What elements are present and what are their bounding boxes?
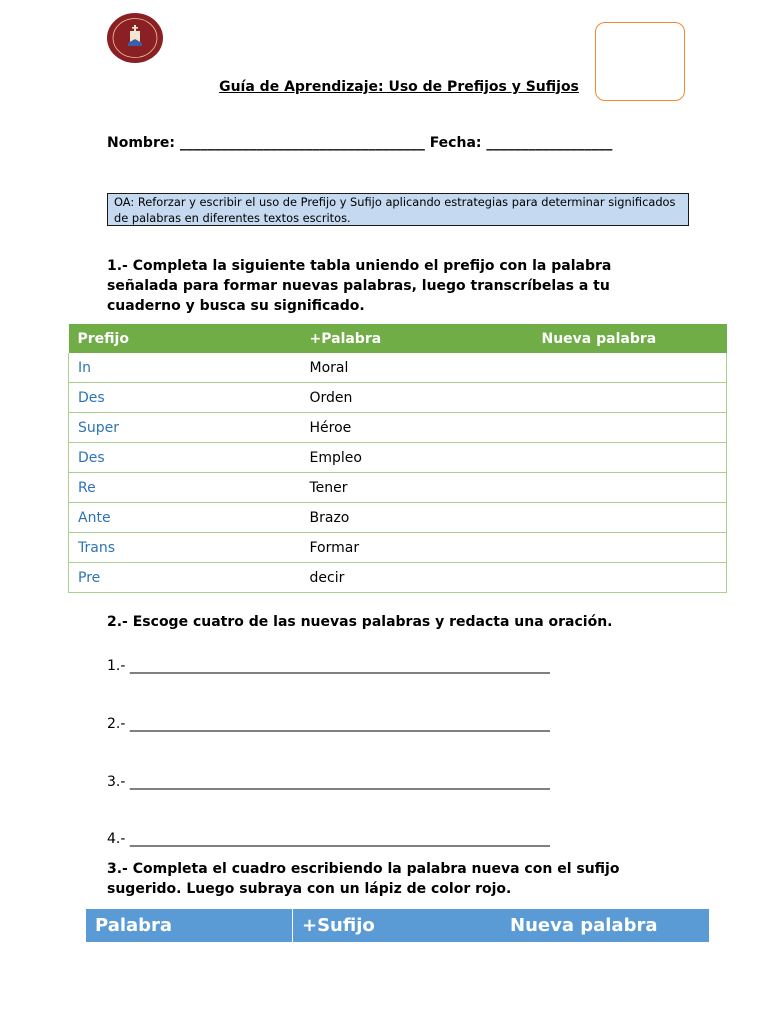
table-header-row [69,324,727,353]
new-word-cell[interactable] [533,473,727,503]
name-date-line: Nombre: ___________________________________ Fecha: __________________ [107,135,613,151]
school-logo [106,12,164,64]
word-cell: Orden [301,383,533,413]
prefix-cell: Des [69,383,301,413]
table-row [69,473,727,503]
new-word-cell[interactable] [533,503,727,533]
table-row [69,503,727,533]
word-cell: Empleo [301,443,533,473]
new-word-cell[interactable] [533,563,727,593]
table-row [69,383,727,413]
question-3: 3.- Completa el cuadro escribiendo la palabra nueva con el sufijo sugerido. Luego subraya con un lápiz de color rojo. [107,861,620,897]
word-cell: Moral [301,353,533,383]
answer-line-1[interactable]: 1.- ____________________________________________________________ [107,658,550,674]
table-row [69,443,727,473]
new-word-cell[interactable] [533,443,727,473]
prefix-cell: In [69,353,301,383]
new-word-cell[interactable] [533,533,727,563]
header-divider [292,909,293,942]
word-cell: Tener [301,473,533,503]
table-row [69,533,727,563]
header-palabra: Palabra [95,915,173,936]
word-cell: decir [301,563,533,593]
header-nueva-palabra: Nueva palabra [510,915,658,936]
question-2: 2.- Escoge cuatro de las nuevas palabras y redacta una oración. [107,614,613,630]
table-row [69,353,727,383]
objective-box [107,193,689,226]
table-row [69,413,727,443]
prefix-cell: Trans [69,533,301,563]
header-palabra: +Palabra [301,324,533,353]
objective-text: OA: Reforzar y escribir el uso de Prefijo y Sufijo aplicando estrategias para determinar significados de palabras en diferentes textos escritos. [114,195,676,225]
new-word-cell[interactable] [533,383,727,413]
new-word-cell[interactable] [533,353,727,383]
prefix-cell: Ante [69,503,301,533]
word-cell: Héroe [301,413,533,443]
prefix-cell: Re [69,473,301,503]
page-title: Guía de Aprendizaje: Uso de Prefijos y Sufijos [219,79,579,95]
answer-line-2[interactable]: 2.- ____________________________________________________________ [107,716,550,732]
prefix-table [68,324,727,593]
prefix-cell: Des [69,443,301,473]
answer-line-3[interactable]: 3.- ____________________________________________________________ [107,774,550,790]
new-word-cell[interactable] [533,413,727,443]
answer-line-4[interactable]: 4.- ____________________________________________________________ [107,831,550,847]
suffix-table-header [86,909,709,942]
header-sufijo: +Sufijo [302,915,375,936]
table-row [69,563,727,593]
word-cell: Formar [301,533,533,563]
prefix-cell: Pre [69,563,301,593]
word-cell: Brazo [301,503,533,533]
prefix-cell: Super [69,413,301,443]
header-nueva-palabra: Nueva palabra [533,324,727,353]
question-1: 1.- Completa la siguiente tabla uniendo el prefijo con la palabra señalada para formar nuevas palabras, luego transcríbelas a tu cuaderno y busca su significado. [107,258,612,314]
header-prefijo: Prefijo [69,324,301,353]
